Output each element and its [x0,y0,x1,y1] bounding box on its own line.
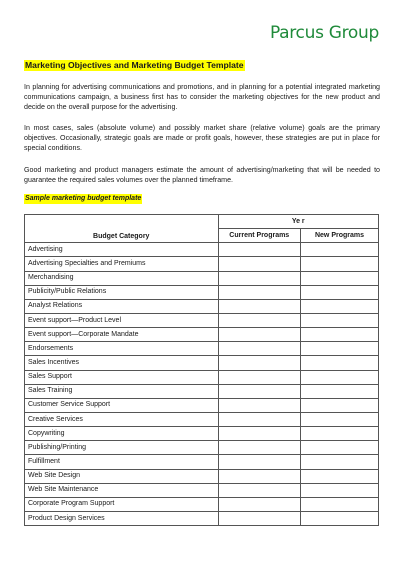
table-row [25,342,379,356]
current-programs-cell [218,257,301,271]
budget-category-cell: Sales Training [25,384,219,398]
new-programs-cell [301,257,379,271]
current-programs-cell [218,243,301,257]
budget-category-cell: Copywriting [25,427,219,441]
new-programs-cell [301,384,379,398]
current-programs-cell [218,299,301,313]
table-row [25,271,379,285]
budget-category-cell: Fulfillment [25,455,219,469]
budget-category-cell: Web Site Maintenance [25,483,219,497]
table-row [25,511,379,525]
new-programs-cell [301,412,379,426]
budget-category-cell: Customer Service Support [25,398,219,412]
current-programs-cell [218,497,301,511]
new-programs-cell [301,469,379,483]
paragraph-1: In planning for advertising communications and promotions, and in planning for a potential integrated marketing communications campaign, a business first has to consider the marketing objectives for the new product and decide on the overall purpose for the advertising. [24,83,380,111]
year-header: Ye r [218,215,379,229]
current-programs-cell [218,455,301,469]
current-programs-cell [218,384,301,398]
table-row [25,328,379,342]
table-row [25,441,379,455]
current-programs-cell [218,398,301,412]
current-programs-cell [218,313,301,327]
new-programs-cell [301,243,379,257]
new-programs-cell [301,441,379,455]
new-programs-cell [301,497,379,511]
new-programs-cell [301,398,379,412]
current-programs-header: Current Programs [218,229,301,243]
budget-category-cell: Analyst Relations [25,299,219,313]
table-row [25,427,379,441]
current-programs-cell [218,469,301,483]
budget-category-cell: Web Site Design [25,469,219,483]
current-programs-cell [218,356,301,370]
budget-category-cell: Event support—Product Level [25,313,219,327]
current-programs-cell [218,271,301,285]
new-programs-cell [301,427,379,441]
paragraph-2: In most cases, sales (absolute volume) and possibly market share (relative volume) goals are the primary objectives. Occasionally, strategic goals are made or profit goals, however, these strategies are put in place for special conditions. [24,124,380,152]
new-programs-cell [301,328,379,342]
table-row [25,243,379,257]
budget-category-cell: Publishing/Printing [25,441,219,455]
new-programs-cell [301,370,379,384]
table-row [25,299,379,313]
table-row [25,356,379,370]
budget-category-cell: Advertising [25,243,219,257]
paragraph-3: Good marketing and product managers estimate the amount of advertising/marketing that will be needed to guarantee the required sales volumes over the planned timeframe. [24,166,380,184]
budget-category-cell: Event support—Corporate Mandate [25,328,219,342]
table-row [25,412,379,426]
table-row [25,285,379,299]
budget-category-cell: Creative Services [25,412,219,426]
table-row [25,455,379,469]
new-programs-header: New Programs [301,229,379,243]
new-programs-cell [301,356,379,370]
budget-category-cell: Corporate Program Support [25,497,219,511]
brand-logo-text: Parcus Group [269,23,379,43]
current-programs-cell [218,285,301,299]
table-row [25,370,379,384]
table-row [25,483,379,497]
budget-category-cell: Product Design Services [25,511,219,525]
table-row [25,313,379,327]
budget-category-cell: Publicity/Public Relations [25,285,219,299]
budget-category-cell: Sales Support [25,370,219,384]
table-row [25,497,379,511]
current-programs-cell [218,342,301,356]
new-programs-cell [301,483,379,497]
new-programs-cell [301,313,379,327]
current-programs-cell [218,370,301,384]
new-programs-cell [301,285,379,299]
table-row [25,469,379,483]
table-caption: Sample marketing budget template [25,195,142,202]
table-row [25,398,379,412]
current-programs-cell [218,427,301,441]
document-title: Marketing Objectives and Marketing Budget Template [25,60,244,70]
budget-category-cell: Sales Incentives [25,356,219,370]
current-programs-cell [218,511,301,525]
new-programs-cell [301,342,379,356]
new-programs-cell [301,455,379,469]
current-programs-cell [218,412,301,426]
budget-category-cell: Endorsements [25,342,219,356]
budget-table-body [25,243,379,526]
current-programs-cell [218,328,301,342]
budget-category-header: Budget Category [25,215,219,243]
table-row [25,257,379,271]
new-programs-cell [301,511,379,525]
current-programs-cell [218,441,301,455]
table-row [25,384,379,398]
budget-category-cell: Merchandising [25,271,219,285]
budget-table [24,214,379,526]
new-programs-cell [301,271,379,285]
current-programs-cell [218,483,301,497]
new-programs-cell [301,299,379,313]
budget-category-cell: Advertising Specialties and Premiums [25,257,219,271]
